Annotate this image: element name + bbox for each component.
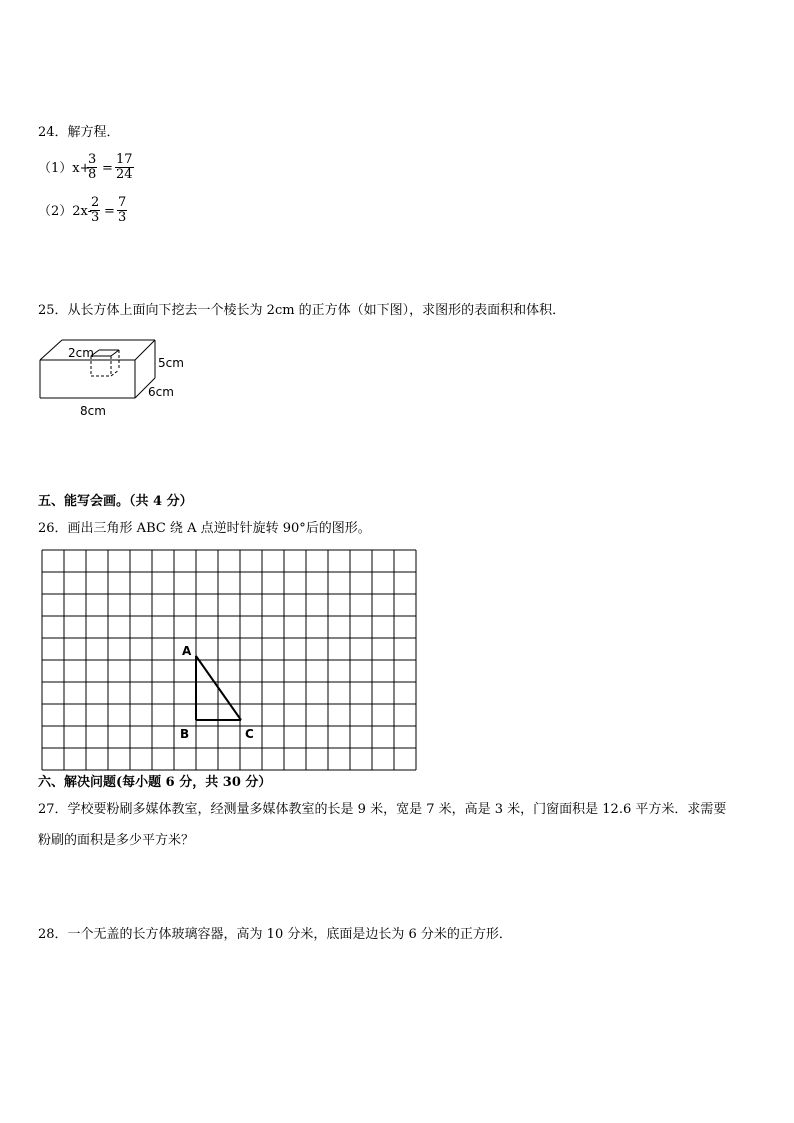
cube-edge-label: 2cm [68,346,94,360]
point-c-label: C [245,727,254,741]
q28-title: 28．一个无盖的长方体玻璃容器，高为 10 分米，底面是边长为 6 分米的正方形． [38,927,512,942]
fraction-numerator: 7 [118,195,127,210]
q24-part1-label: （1）x+ [38,161,91,176]
length-label: 8cm [80,404,106,418]
fraction-numerator: 17 [116,152,133,167]
q27-line2: 粉刷的面积是多少平方米？ [38,833,195,848]
fraction-numerator: 2 [91,195,100,210]
cuboid-left-depth-edge [40,340,62,360]
q24-title: 24．解方程． [38,125,120,140]
q26-title: 26．画出三角形 ABC 绕 A 点逆时针旋转 90°后的图形。 [38,521,371,536]
equals-sign: = [104,204,115,219]
hole-right-edge [111,350,119,356]
section-5-title: 五、能写会画。（共 4 分） [38,494,193,509]
section-6-title: 六、解决问题(每小题 6 分，共 30 分） [38,775,272,790]
drawing-grid [42,550,416,770]
point-a-label: A [182,644,192,658]
fraction-denominator: 8 [88,167,97,182]
fraction-denominator: 3 [91,210,100,225]
equals-sign: = [102,161,113,176]
q25-title: 25．从长方体上面向下挖去一个棱长为 2cm 的正方体（如下图），求图形的表面积和体积． [38,303,566,318]
q24-part2-label: （2）2x- [38,204,93,219]
cuboid-right-depth-edge [135,340,155,360]
fraction-denominator: 24 [116,167,133,182]
width-label: 6cm [148,385,174,399]
fraction-numerator: 3 [88,152,97,167]
point-b-label: B [180,727,190,741]
hole-hidden-edge [111,370,119,376]
height-label: 5cm [158,356,184,370]
q27-line1: 27．学校要粉刷多媒体教室，经测量多媒体教室的长是 9 米，宽是 7 米，高是 3 米，门窗面积是 12.6 平方米．求需要 [38,802,727,817]
fraction-denominator: 3 [118,210,127,225]
